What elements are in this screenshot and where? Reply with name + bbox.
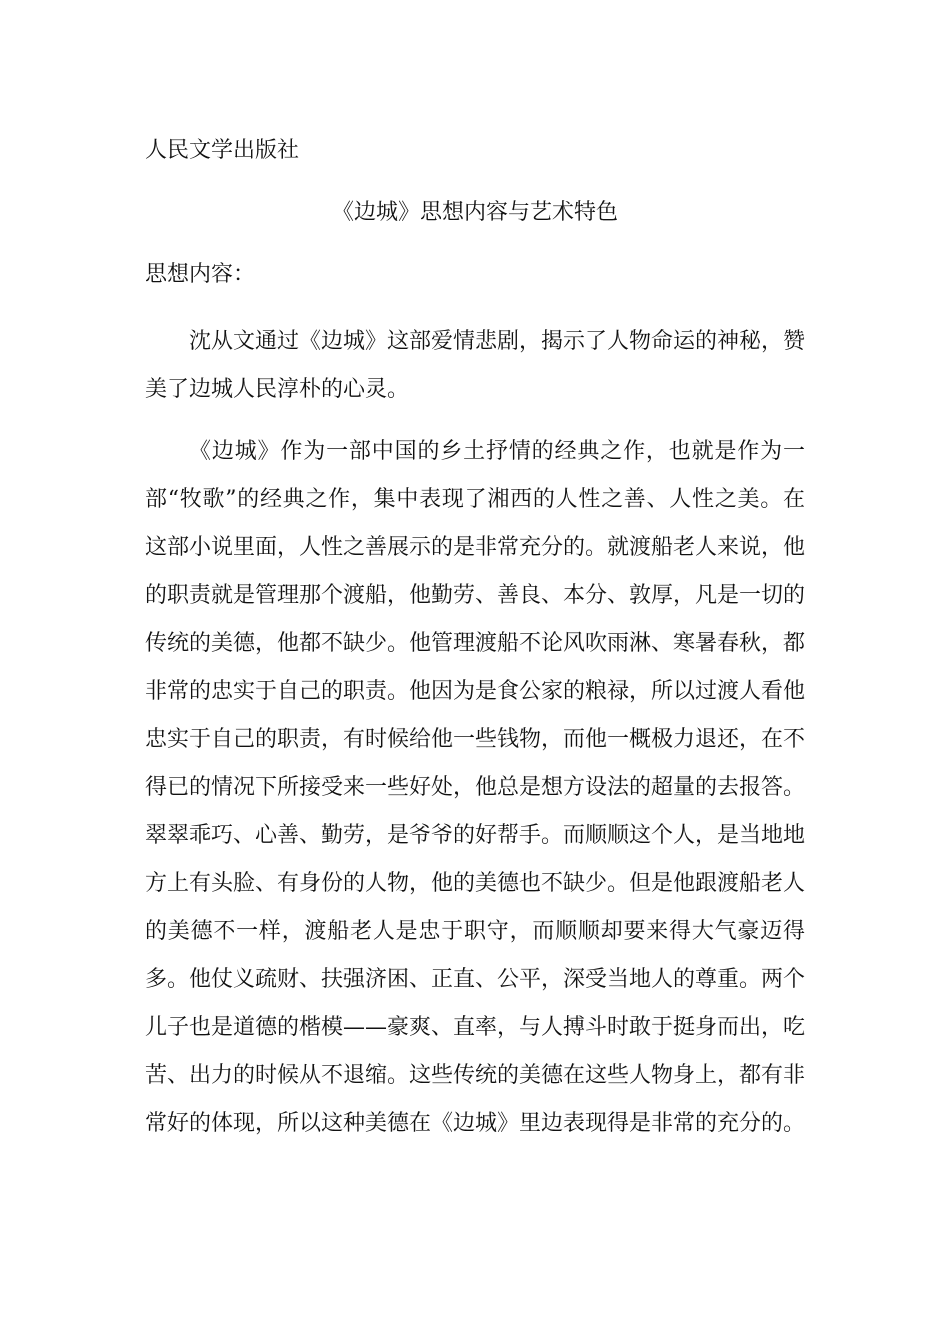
publisher-name: 人民文学出版社	[145, 138, 300, 163]
body-paragraph-2: 《边城》作为一部中国的乡土抒情的经典之作，也就是作为一部“牧歌”的经典之作，集中表现了湘西的人性之善、人性之美。在这部小说里面，人性之善展示的是非常充分的。就渡船老人来说，他的职责就是管理那个渡船，他勤劳、善良、本分、敦厚，凡是一切的传统的美德，他都不缺少。他管理渡船不论风吹雨淋、寒暑春秋，都非常的忠实于自己的职责。他因为是食公家的粮禄，所以过渡人看他忠实于自己的职责，有时候给他一些钱物，而他一概极力退还，在不得已的情况下所接受来一些好处，他总是想方设法的超量的去报答。翠翠乖巧、心善、勤劳，是爷爷的好帮手。而顺顺这个人，是当地地方上有头脸、有身份的人物，他的美德也不缺少。但是他跟渡船老人的美德不一样，渡船老人是忠于职守，而顺顺却要来得大气豪迈得多。他仗义疏财、扶强济困、正直、公平，深受当地人的尊重。两个儿子也是道德的楷模——豪爽、直率，与人搏斗时敢于挺身而出，吃苦、出力的时候从不退缩。这些传统的美德在这些人物身上，都有非常好的体现，所以这种美德在《边城》里边表现得是非常的充分的。	[145, 439, 806, 1136]
body-paragraph-1: 沈从文通过《边城》这部爱情悲剧，揭示了人物命运的神秘，赞美了边城人民淳朴的心灵。	[145, 329, 806, 402]
document-title: 《边城》思想内容与艺术特色	[331, 200, 618, 225]
section-heading: 思想内容：	[145, 262, 256, 287]
